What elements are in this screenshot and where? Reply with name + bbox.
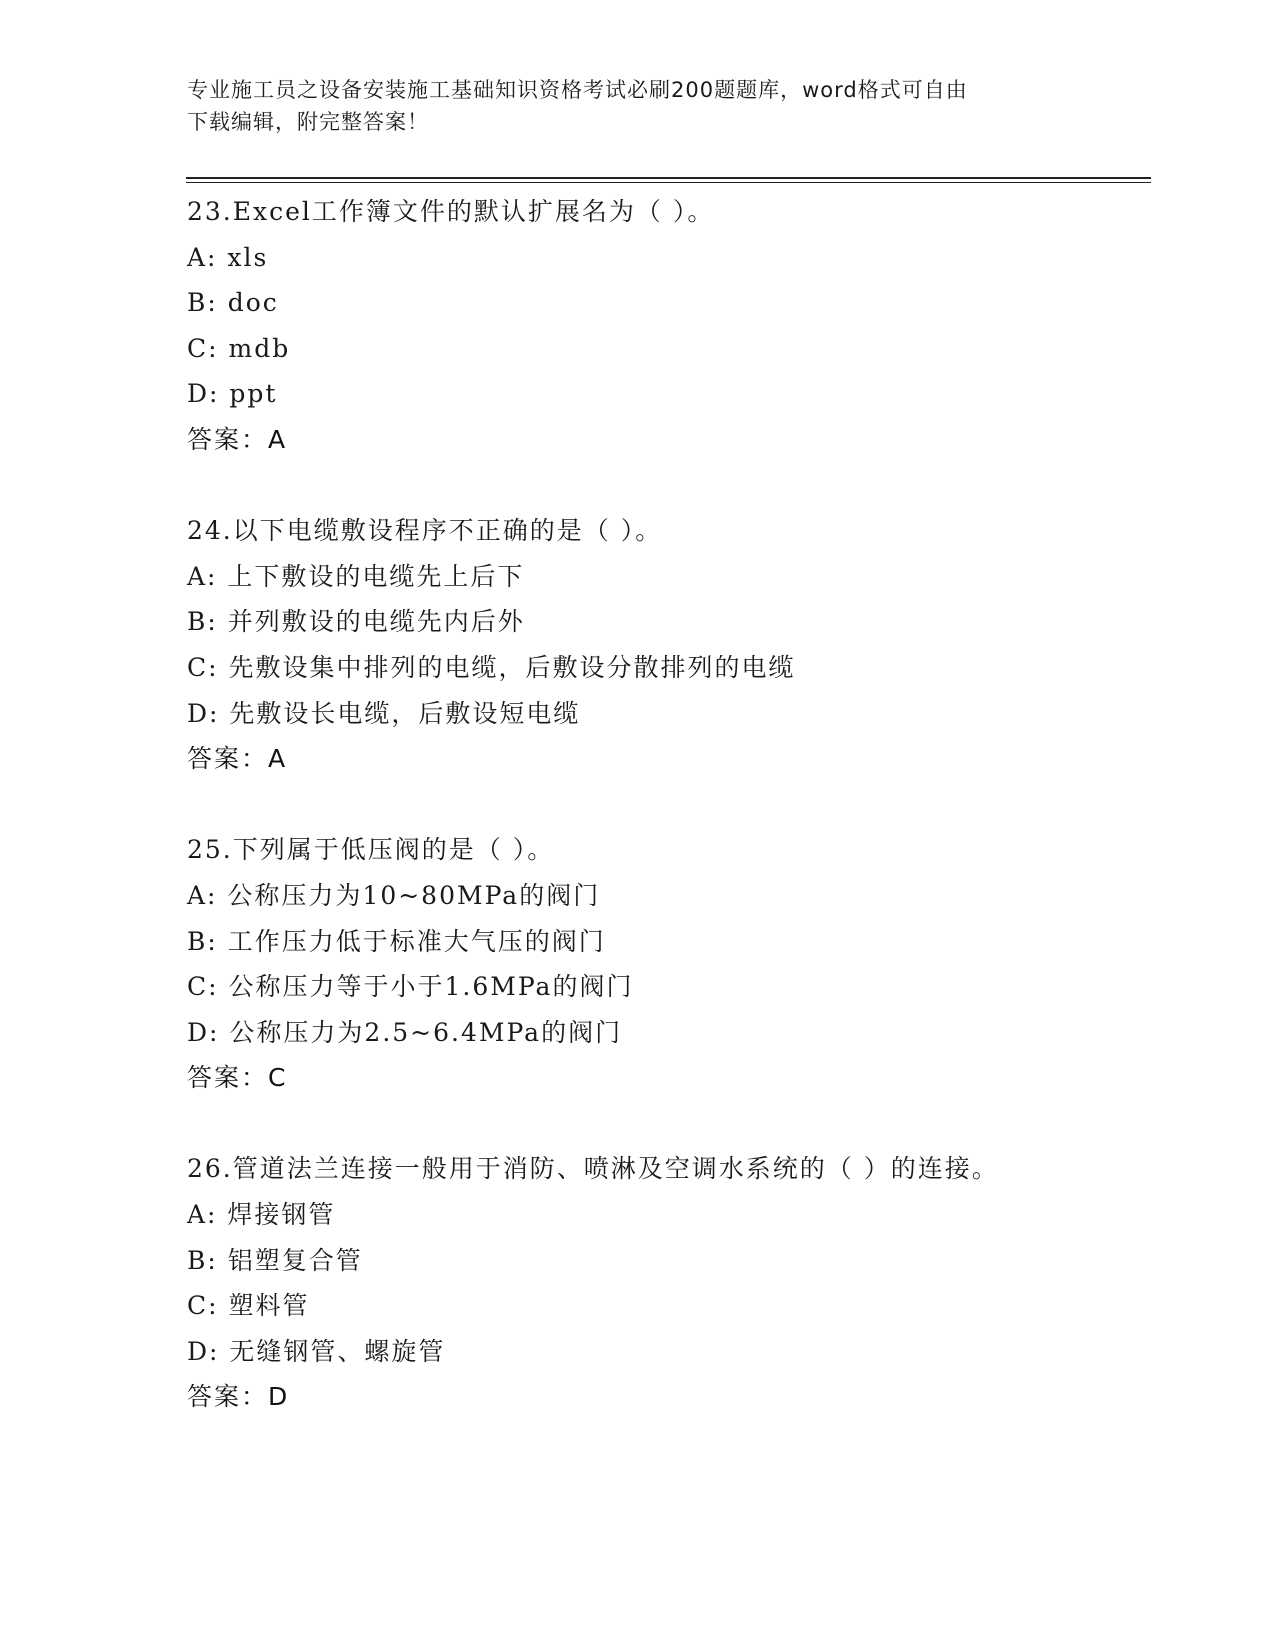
header-line-2: 下载编辑，附完整答案！ <box>187 110 429 134</box>
option-c: C: mdb <box>187 333 291 363</box>
option-c: C: 公称压力等于小于1.6MPa的阀门 <box>187 972 634 1002</box>
header-divider-thick <box>186 177 1151 179</box>
question-spacer <box>187 1101 1147 1147</box>
option-c: C: 先敷设集中排列的电缆，后敷设分散排列的电缆 <box>187 652 796 682</box>
question-spacer <box>187 463 1147 509</box>
option-d: D: 公称压力为2.5~6.4MPa的阀门 <box>187 1017 623 1047</box>
question-stem: 26.管道法兰连接一般用于消防、喷淋及空调水系统的（ ）的连接。 <box>187 1154 999 1184</box>
option-a: A: 公称压力为10~80MPa的阀门 <box>187 880 601 910</box>
option-b: B: doc <box>187 288 279 318</box>
question-stem: 25.下列属于低压阀的是（ ）。 <box>187 835 555 865</box>
answer: 答案：D <box>187 1382 290 1412</box>
question-stem: 24.以下电缆敷设程序不正确的是（ ）。 <box>187 516 663 546</box>
option-a: A: 上下敷设的电缆先上后下 <box>187 561 525 591</box>
option-d: D: ppt <box>187 379 278 409</box>
option-b: B: 并列敷设的电缆先内后外 <box>187 607 525 637</box>
question-25 <box>187 827 1147 1146</box>
answer: 答案：A <box>187 744 288 774</box>
question-list <box>187 189 1147 1420</box>
question-spacer <box>187 782 1147 828</box>
option-a: A: xls <box>187 242 269 272</box>
option-d: D: 先敷设长电缆，后敷设短电缆 <box>187 698 581 728</box>
option-b: B: 工作压力低于标准大气压的阀门 <box>187 926 606 956</box>
header-line-1: 专业施工员之设备安装施工基础知识资格考试必刷200题题库，word格式可自由 <box>187 78 968 102</box>
question-stem: 23.Excel工作簿文件的默认扩展名为（ ）。 <box>187 197 715 226</box>
option-c: C: 塑料管 <box>187 1291 310 1321</box>
answer: 答案：A <box>187 424 288 454</box>
option-a: A: 焊接钢管 <box>187 1200 336 1230</box>
option-d: D: 无缝钢管、螺旋管 <box>187 1336 446 1366</box>
answer: 答案：C <box>187 1063 288 1093</box>
question-24 <box>187 508 1147 827</box>
header-divider-thin <box>186 182 1151 183</box>
question-23 <box>187 189 1147 508</box>
option-b: B: 铝塑复合管 <box>187 1245 363 1275</box>
document-header <box>187 74 1087 138</box>
question-26 <box>187 1146 1147 1420</box>
